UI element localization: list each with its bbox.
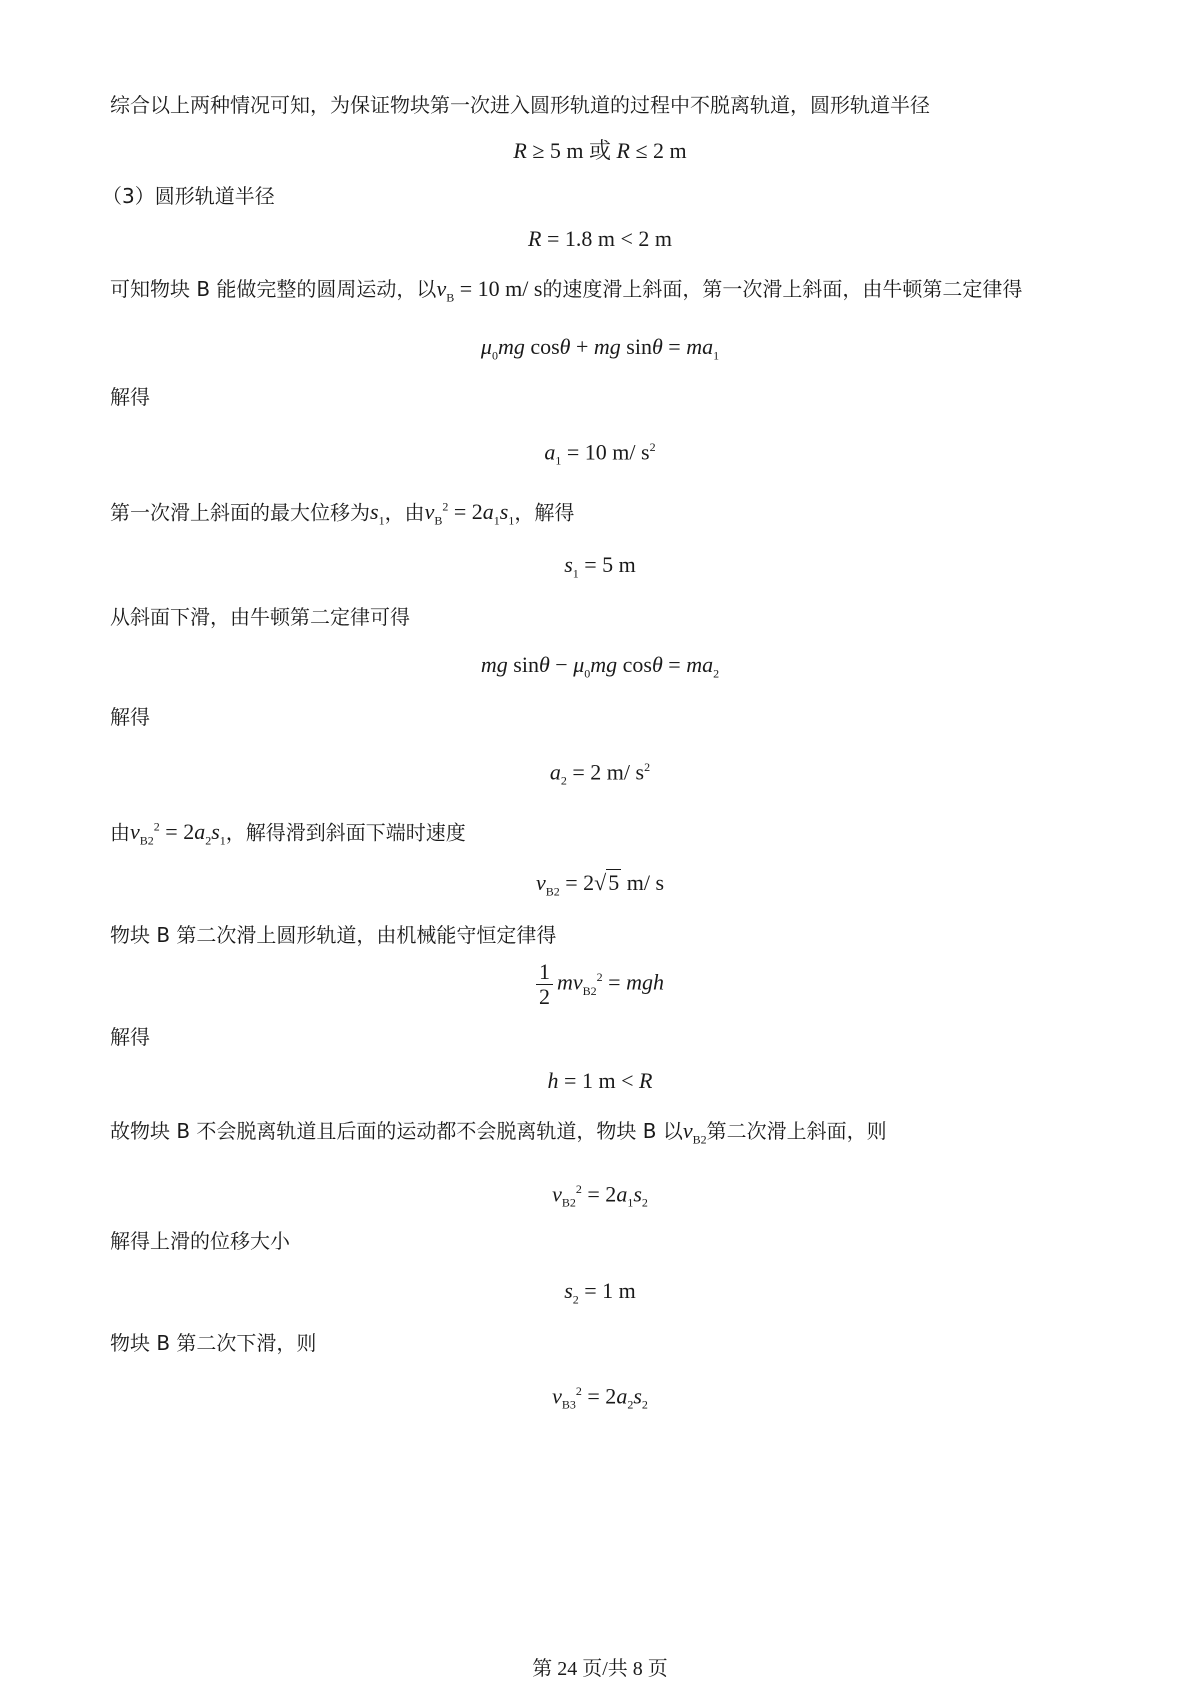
equation-newton-down: mg $\sin\theta - \mu_0mg$ $\cos\theta = ma_2$ xyxy=(480,652,720,681)
equation-a2: $a_2 = 2$ m/ $s^2$ xyxy=(549,759,651,788)
equation-a1: $a_1 = 10$ m/ $s^2$ xyxy=(544,439,656,468)
text-line: 从斜面下滑，由牛顿第二定律可得 xyxy=(110,605,410,629)
equation-second-up: $v_{B2}^2 = 2a_1s_2$ xyxy=(552,1181,648,1210)
text-line: 物块 B 第二次下滑，则 xyxy=(110,1331,317,1355)
section-heading: （3）圆形轨道半径 xyxy=(102,184,275,208)
equation-s2: $s_2 = 1$ m xyxy=(564,1278,636,1307)
equation-vb2: $v_{B2} = 2√5$ m/ s xyxy=(535,870,665,899)
equation-radius-value: R = 1.8 m < 2 m xyxy=(528,226,672,251)
text-line: 解得 xyxy=(110,705,150,729)
equation-radius-condition: R ≥ 5 m 或 R ≤ 2 m xyxy=(513,138,687,163)
text-line: 解得 xyxy=(110,1025,150,1049)
page-footer: 第 24 页/共 8 页 xyxy=(532,1658,668,1680)
text-line: 综合以上两种情况可知，为保证物块第一次进入圆形轨道的过程中不脱离轨道，圆形轨道半径 xyxy=(110,93,930,117)
text-line: 第一次滑上斜面的最大位移为$s_1$，由$v_B^2 = 2a_1s_1$，解得 xyxy=(110,499,575,528)
equation-h: h = 1 m < R xyxy=(547,1068,653,1093)
equation-energy: $\frac{1}{2}$ $mv_{B2}^2$ = mgh xyxy=(0,960,1200,1009)
equation-s1: $s_1 = 5$ m xyxy=(564,552,636,581)
text-line: 解得上滑的位移大小 xyxy=(110,1229,290,1253)
text-line: 由$v_{B2}^2 = 2a_2s_1$，解得滑到斜面下端时速度 xyxy=(110,819,466,848)
equation-newton-up: $\mu_0mg$ cosθ + mg $\sin\theta = ma_1$ xyxy=(480,334,720,363)
text-line: 物块 B 第二次滑上圆形轨道，由机械能守恒定律得 xyxy=(110,923,557,947)
text-line: 解得 xyxy=(110,385,150,409)
text-line: 可知物块 B 能做完整的圆周运动，以$v_B = 10$ m/ s的速度滑上斜面，第一次滑上斜面，由牛顿第二定律得 xyxy=(110,276,1023,305)
equation-second-down: $v_{B3}^2 = 2a_2s_2$ xyxy=(552,1383,648,1412)
text-line: 故物块 B 不会脱离轨道且后面的运动都不会脱离轨道，物块 B 以$v_{B2}$第二次滑上斜面，则 xyxy=(110,1118,887,1147)
